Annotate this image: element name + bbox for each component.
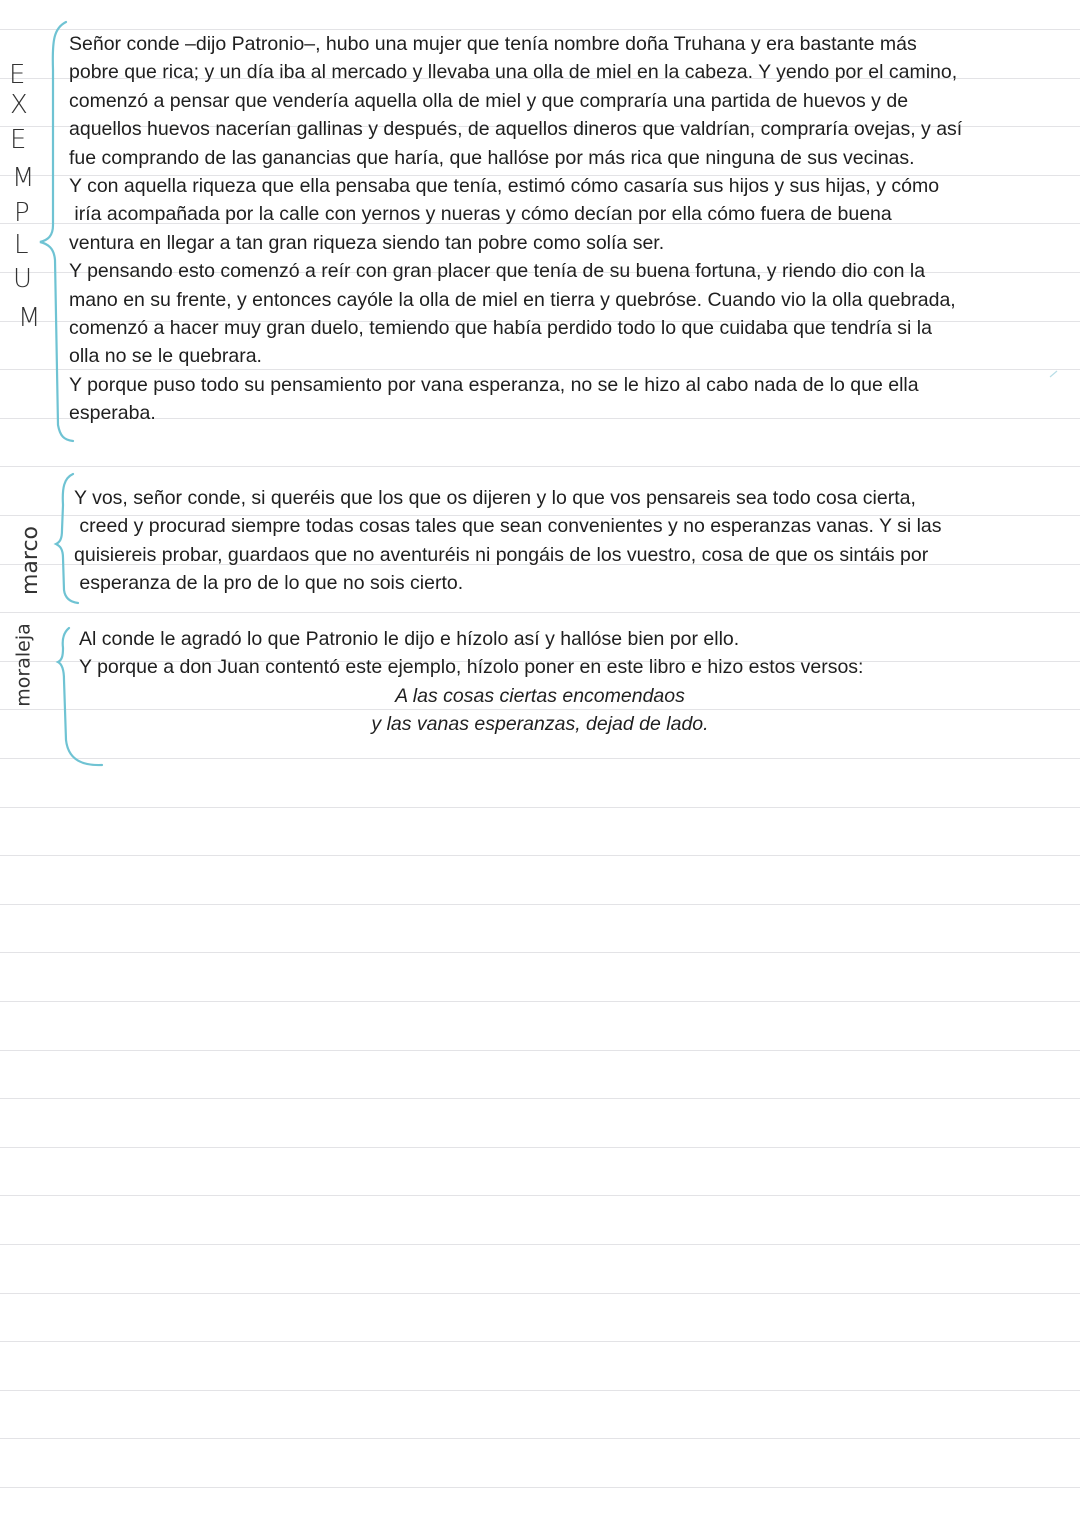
exemplum-line: Señor conde –dijo Patronio–, hubo una mujer que tenía nombre doña Truhana y era bastante más	[69, 33, 917, 55]
exemplum-line: Y con aquella riqueza que ella pensaba que tenía, estimó cómo casaría sus hijos y sus hijas, y cómo	[69, 175, 940, 198]
exemplum-letter-7: U	[13, 264, 33, 294]
exemplum-line: olla no se le quebrara.	[69, 345, 262, 368]
marco-line: Y vos, señor conde, si queréis que los que os dijeren y lo que vos pensareis sea todo cosa cierta,	[74, 487, 916, 509]
verse-line: y las vanas esperanzas, dejad de lado.	[371, 713, 709, 736]
verse-line: A las cosas ciertas encomendaos	[395, 685, 685, 707]
exemplum-line: Y pensando esto comenzó a reír con gran placer que tenía de su buena fortuna, y riendo dio con la	[69, 260, 926, 283]
moraleja-label: moraleja	[12, 623, 35, 707]
exemplum-line: comenzó a hacer muy gran duelo, temiendo que había perdido todo lo que cuidaba que tendría si la	[69, 317, 932, 340]
moraleja-line: Al conde le agradó lo que Patronio le dijo e hízolo así y hallóse bien por ello.	[79, 628, 740, 650]
marco-line: creed y procurad siempre todas cosas tales que sean convenientes y no esperanzas vanas. Y si las	[74, 515, 942, 538]
marco-line: esperanza de la pro de lo que no sois cierto.	[74, 572, 464, 595]
exemplum-line: comenzó a pensar que vendería aquella olla de miel y que compraría una partida de huevos y de	[69, 89, 909, 112]
exemplum-line: mano en su frente, y entonces cayóle la olla de miel en tierra y quebróse. Cuando vio la olla quebrada,	[69, 288, 956, 311]
moraleja-verses	[79, 682, 1001, 739]
marco-label: marco	[18, 525, 44, 596]
exemplum-letter-1: E	[9, 60, 26, 90]
exemplum-letter-6: L	[14, 230, 29, 260]
exemplum-line: fue comprando de las ganancias que haría, que hallóse por más rica que ninguna de sus vecinas.	[69, 146, 915, 169]
exemplum-line: Y porque puso todo su pensamiento por vana esperanza, no se le hizo al cabo nada de lo que ella	[69, 373, 919, 396]
exemplum-letter-4: M	[12, 163, 35, 193]
exemplum-letter-5: P	[14, 198, 30, 228]
exemplum-line: iría acompañada por la calle con yernos y nueras y cómo decían por ella cómo fuera de buena	[69, 203, 892, 226]
moraleja-line: Y porque a don Juan contentó este ejemplo, hízolo poner en este libro e hizo estos versos:	[79, 656, 864, 679]
exemplum-line: ventura en llegar a tan gran riqueza siendo tan pobre como solía ser.	[69, 231, 665, 254]
exemplum-line: pobre que rica; y un día iba al mercado y llevaba una olla de miel en la cabeza. Y yendo por el camino,	[69, 61, 958, 84]
exemplum-line: aquellos huevos nacerían gallinas y después, de aquellos dineros que valdrían, compraría ovejas, y así	[69, 118, 963, 141]
margin-tick	[1050, 371, 1057, 377]
exemplum-letter-2: X	[10, 90, 28, 120]
exemplum-letter-8: M	[18, 303, 41, 333]
exemplum-letter-3: E	[10, 125, 27, 155]
exemplum-line: esperaba.	[69, 402, 156, 425]
exemplum-body	[69, 30, 962, 428]
marco-line: quisiereis probar, guardaos que no aventuréis ni pongáis de los vuestro, cosa de que os sintáis por	[74, 543, 929, 566]
marco-body	[74, 484, 942, 598]
moraleja-body	[79, 625, 863, 682]
